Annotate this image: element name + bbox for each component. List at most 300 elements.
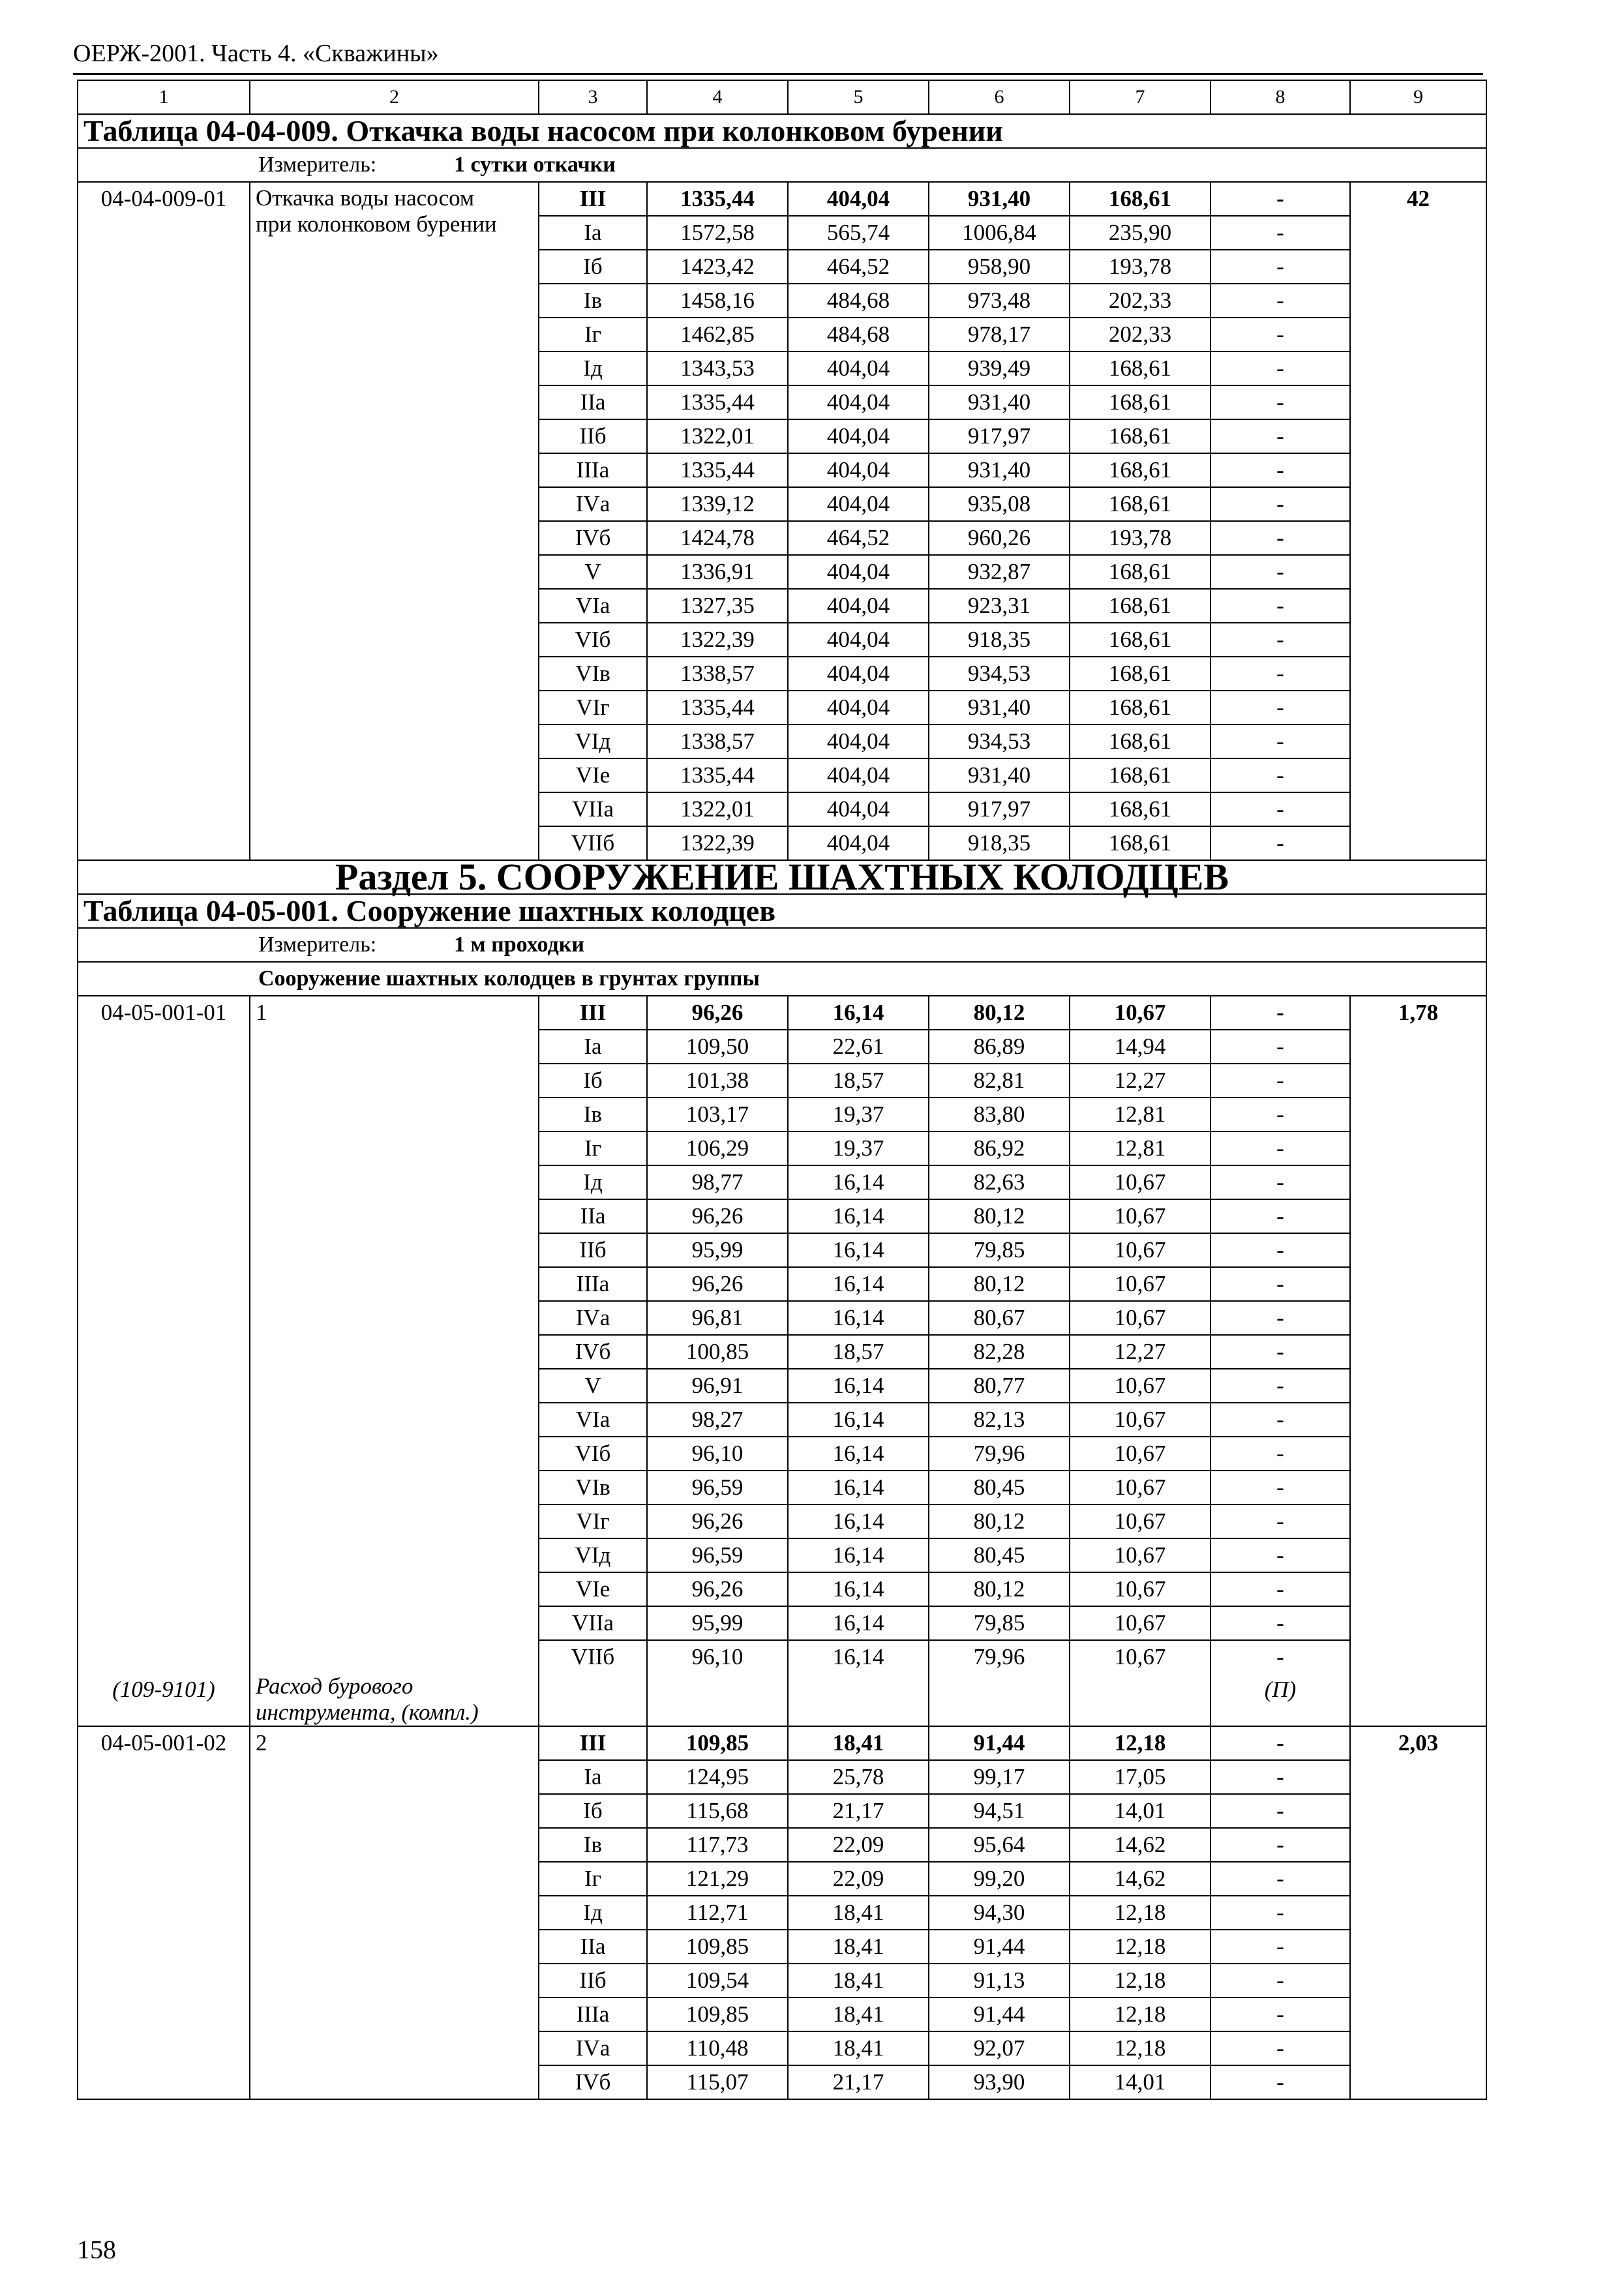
- direct-cost-cell: 1322,01: [647, 792, 788, 826]
- direct-cost-cell: 1327,35: [647, 589, 788, 623]
- labor-cost-cell: 484,68: [788, 284, 929, 318]
- price-table: [77, 80, 1487, 2100]
- soil-group-cell: IVа: [539, 487, 647, 521]
- col9-cell: 42: [1350, 182, 1486, 860]
- materials-cost-cell: -: [1210, 555, 1350, 589]
- machine-cost-cell: 82,81: [929, 1064, 1070, 1098]
- measure-label: Измеритель:: [258, 153, 377, 177]
- direct-cost-cell: 1423,42: [647, 250, 788, 284]
- operator-wage-cell: 12,18: [1070, 1896, 1210, 1930]
- materials-cost-cell: -: [1210, 758, 1350, 792]
- soil-group-cell: Iг: [539, 1862, 647, 1896]
- soil-group-cell: VIд: [539, 1538, 647, 1572]
- materials-cost-cell: -: [1210, 1640, 1350, 1673]
- machine-cost-cell: 95,64: [929, 1828, 1070, 1862]
- labor-cost-cell: 18,41: [788, 1997, 929, 2031]
- operator-wage-cell: 168,61: [1070, 623, 1210, 657]
- labor-cost-cell: 404,04: [788, 623, 929, 657]
- machine-cost-cell: 80,12: [929, 1267, 1070, 1301]
- materials-cost-cell: -: [1210, 623, 1350, 657]
- materials-cost-cell: -: [1210, 216, 1350, 250]
- materials-cost-cell: -: [1210, 1437, 1350, 1471]
- soil-group-cell: VIг: [539, 691, 647, 725]
- labor-cost-cell: 404,04: [788, 758, 929, 792]
- direct-cost-cell: 96,81: [647, 1301, 788, 1335]
- soil-group-cell: VIб: [539, 1437, 647, 1471]
- operator-wage-cell: 168,61: [1070, 589, 1210, 623]
- column-number: 3: [539, 80, 647, 114]
- soil-group-cell: Iв: [539, 1098, 647, 1131]
- resource-unit-cell: (П): [1210, 1673, 1350, 1726]
- materials-cost-cell: -: [1210, 691, 1350, 725]
- machine-cost-cell: 99,20: [929, 1862, 1070, 1896]
- direct-cost-cell: 96,10: [647, 1437, 788, 1471]
- soil-group-cell: IVб: [539, 2065, 647, 2099]
- soil-group-cell: IIб: [539, 419, 647, 453]
- machine-cost-cell: 978,17: [929, 318, 1070, 352]
- measure-row: [78, 928, 1486, 962]
- labor-cost-cell: 21,17: [788, 2065, 929, 2099]
- machine-cost-cell: 923,31: [929, 589, 1070, 623]
- soil-group-cell: VIIа: [539, 1606, 647, 1640]
- soil-group-cell: IIа: [539, 1199, 647, 1233]
- operator-wage-cell: 14,62: [1070, 1862, 1210, 1896]
- labor-cost-cell: 16,14: [788, 1640, 929, 1673]
- table-title: Таблица 04-04-009. Откачка воды насосом при колонковом бурении: [78, 114, 1486, 148]
- operator-wage-cell: 14,94: [1070, 1030, 1210, 1064]
- machine-cost-cell: 931,40: [929, 182, 1070, 216]
- soil-group-cell: Iд: [539, 352, 647, 385]
- machine-cost-cell: 86,92: [929, 1131, 1070, 1165]
- materials-cost-cell: -: [1210, 453, 1350, 487]
- table-title: Таблица 04-05-001. Сооружение шахтных колодцев: [78, 894, 1486, 928]
- materials-cost-cell: -: [1210, 1726, 1350, 1760]
- name-line: Откачка воды насосом: [256, 185, 475, 211]
- direct-cost-cell: 109,85: [647, 1726, 788, 1760]
- operator-wage-cell: 168,61: [1070, 555, 1210, 589]
- labor-cost-cell: 18,41: [788, 1726, 929, 1760]
- materials-cost-cell: -: [1210, 250, 1350, 284]
- operator-wage-cell: 10,67: [1070, 1199, 1210, 1233]
- labor-cost-cell: 404,04: [788, 589, 929, 623]
- operator-wage-cell: 10,67: [1070, 1538, 1210, 1572]
- resource-code-cell: (109-9101): [78, 1673, 250, 1726]
- materials-cost-cell: -: [1210, 1538, 1350, 1572]
- table-title-row: [78, 114, 1486, 148]
- section-title: Раздел 5. СООРУЖЕНИЕ ШАХТНЫХ КОЛОДЦЕВ: [78, 860, 1486, 894]
- materials-cost-cell: -: [1210, 1301, 1350, 1335]
- materials-cost-cell: -: [1210, 1369, 1350, 1403]
- soil-group-cell: VIе: [539, 758, 647, 792]
- materials-cost-cell: -: [1210, 318, 1350, 352]
- resource-name-cell: [250, 1673, 539, 1726]
- materials-cost-cell: -: [1210, 1794, 1350, 1828]
- materials-cost-cell: -: [1210, 1335, 1350, 1369]
- machine-cost-cell: 934,53: [929, 657, 1070, 691]
- direct-cost-cell: 109,54: [647, 1964, 788, 1997]
- operator-wage-cell: 10,67: [1070, 1403, 1210, 1437]
- materials-cost-cell: -: [1210, 996, 1350, 1030]
- resource-name-line: инструмента, (компл.): [256, 1699, 479, 1725]
- materials-cost-cell: -: [1210, 1131, 1350, 1165]
- machine-cost-cell: 931,40: [929, 691, 1070, 725]
- direct-cost-cell: 96,59: [647, 1538, 788, 1572]
- direct-cost-cell: 103,17: [647, 1098, 788, 1131]
- machine-cost-cell: 91,13: [929, 1964, 1070, 1997]
- labor-cost-cell: 19,37: [788, 1098, 929, 1131]
- name-cell: [250, 182, 539, 860]
- soil-group-cell: III: [539, 1726, 647, 1760]
- operator-wage-cell: 168,61: [1070, 352, 1210, 385]
- table-row: [78, 182, 1486, 216]
- soil-group-cell: IVб: [539, 521, 647, 555]
- soil-group-cell: Iд: [539, 1896, 647, 1930]
- operator-wage-cell: 168,61: [1070, 657, 1210, 691]
- direct-cost-cell: 117,73: [647, 1828, 788, 1862]
- direct-cost-cell: 96,26: [647, 1572, 788, 1606]
- materials-cost-cell: -: [1210, 1267, 1350, 1301]
- machine-cost-cell: 80,45: [929, 1471, 1070, 1504]
- group-header-row: [78, 962, 1486, 996]
- operator-wage-cell: 10,67: [1070, 1165, 1210, 1199]
- materials-cost-cell: -: [1210, 1064, 1350, 1098]
- group-header: Сооружение шахтных колодцев в грунтах группы: [78, 962, 1486, 996]
- materials-cost-cell: -: [1210, 2031, 1350, 2065]
- machine-cost-cell: 80,12: [929, 1572, 1070, 1606]
- machine-cost-cell: 82,13: [929, 1403, 1070, 1437]
- empty-cell: [1350, 1673, 1486, 1726]
- machine-cost-cell: 80,45: [929, 1538, 1070, 1572]
- machine-cost-cell: 958,90: [929, 250, 1070, 284]
- soil-group-cell: VIб: [539, 623, 647, 657]
- operator-wage-cell: 12,81: [1070, 1131, 1210, 1165]
- name-cell: 2: [250, 1726, 539, 2099]
- direct-cost-cell: 96,91: [647, 1369, 788, 1403]
- measure-value: 1 сутки откачки: [454, 153, 616, 177]
- running-header: ОЕРЖ-2001. Часть 4. «Скважины»: [73, 40, 439, 67]
- labor-cost-cell: 19,37: [788, 1131, 929, 1165]
- soil-group-cell: V: [539, 1369, 647, 1403]
- table-row: [78, 996, 1486, 1030]
- operator-wage-cell: 193,78: [1070, 521, 1210, 555]
- direct-cost-cell: 1336,91: [647, 555, 788, 589]
- soil-group-cell: IIа: [539, 385, 647, 419]
- column-number: 9: [1350, 80, 1486, 114]
- direct-cost-cell: 1335,44: [647, 691, 788, 725]
- labor-cost-cell: 16,14: [788, 1403, 929, 1437]
- machine-cost-cell: 92,07: [929, 2031, 1070, 2065]
- operator-wage-cell: 168,61: [1070, 487, 1210, 521]
- operator-wage-cell: 12,18: [1070, 1930, 1210, 1964]
- soil-group-cell: VIе: [539, 1572, 647, 1606]
- soil-group-cell: VIа: [539, 589, 647, 623]
- direct-cost-cell: 1338,57: [647, 725, 788, 758]
- direct-cost-cell: 121,29: [647, 1862, 788, 1896]
- direct-cost-cell: 115,68: [647, 1794, 788, 1828]
- direct-cost-cell: 124,95: [647, 1760, 788, 1794]
- direct-cost-cell: 98,77: [647, 1165, 788, 1199]
- soil-group-cell: VIIб: [539, 826, 647, 860]
- direct-cost-cell: 1572,58: [647, 216, 788, 250]
- labor-cost-cell: 22,61: [788, 1030, 929, 1064]
- operator-wage-cell: 10,67: [1070, 1640, 1210, 1673]
- measure-value: 1 м проходки: [454, 933, 584, 957]
- materials-cost-cell: -: [1210, 1572, 1350, 1606]
- direct-cost-cell: 1335,44: [647, 758, 788, 792]
- machine-cost-cell: 94,51: [929, 1794, 1070, 1828]
- labor-cost-cell: 16,14: [788, 996, 929, 1030]
- direct-cost-cell: 1338,57: [647, 657, 788, 691]
- materials-cost-cell: -: [1210, 1030, 1350, 1064]
- labor-cost-cell: 18,41: [788, 1896, 929, 1930]
- machine-cost-cell: 931,40: [929, 758, 1070, 792]
- column-number: 2: [250, 80, 539, 114]
- operator-wage-cell: 235,90: [1070, 216, 1210, 250]
- column-number: 7: [1070, 80, 1210, 114]
- machine-cost-cell: 932,87: [929, 555, 1070, 589]
- direct-cost-cell: 1339,12: [647, 487, 788, 521]
- labor-cost-cell: 18,41: [788, 1964, 929, 1997]
- labor-cost-cell: 22,09: [788, 1828, 929, 1862]
- soil-group-cell: IIIа: [539, 453, 647, 487]
- direct-cost-cell: 1322,39: [647, 623, 788, 657]
- direct-cost-cell: 1424,78: [647, 521, 788, 555]
- materials-cost-cell: -: [1210, 284, 1350, 318]
- labor-cost-cell: 404,04: [788, 385, 929, 419]
- operator-wage-cell: 12,81: [1070, 1098, 1210, 1131]
- soil-group-cell: Iб: [539, 1794, 647, 1828]
- direct-cost-cell: 109,50: [647, 1030, 788, 1064]
- machine-cost-cell: 82,28: [929, 1335, 1070, 1369]
- labor-cost-cell: 464,52: [788, 250, 929, 284]
- soil-group-cell: Iб: [539, 250, 647, 284]
- operator-wage-cell: 168,61: [1070, 385, 1210, 419]
- materials-cost-cell: -: [1210, 521, 1350, 555]
- resource-name-line: Расход бурового: [256, 1673, 414, 1699]
- labor-cost-cell: 18,41: [788, 1930, 929, 1964]
- code-cell: 04-04-009-01: [78, 182, 250, 860]
- direct-cost-cell: 96,26: [647, 1199, 788, 1233]
- soil-group-cell: IVа: [539, 2031, 647, 2065]
- materials-cost-cell: -: [1210, 182, 1350, 216]
- machine-cost-cell: 935,08: [929, 487, 1070, 521]
- soil-group-cell: Iа: [539, 216, 647, 250]
- materials-cost-cell: -: [1210, 1862, 1350, 1896]
- labor-cost-cell: 16,14: [788, 1165, 929, 1199]
- direct-cost-cell: 95,99: [647, 1233, 788, 1267]
- machine-cost-cell: 83,80: [929, 1098, 1070, 1131]
- operator-wage-cell: 10,67: [1070, 1437, 1210, 1471]
- operator-wage-cell: 202,33: [1070, 284, 1210, 318]
- code-cell: 04-05-001-01: [78, 996, 250, 1673]
- direct-cost-cell: 96,59: [647, 1471, 788, 1504]
- direct-cost-cell: 112,71: [647, 1896, 788, 1930]
- materials-cost-cell: -: [1210, 1997, 1350, 2031]
- soil-group-cell: IIб: [539, 1233, 647, 1267]
- operator-wage-cell: 168,61: [1070, 419, 1210, 453]
- machine-cost-cell: 94,30: [929, 1896, 1070, 1930]
- machine-cost-cell: 80,67: [929, 1301, 1070, 1335]
- soil-group-cell: IIIа: [539, 1997, 647, 2031]
- labor-cost-cell: 404,04: [788, 657, 929, 691]
- empty-cell: [539, 1673, 647, 1726]
- labor-cost-cell: 16,14: [788, 1538, 929, 1572]
- labor-cost-cell: 404,04: [788, 487, 929, 521]
- soil-group-cell: III: [539, 182, 647, 216]
- measure-row: [78, 148, 1486, 182]
- column-number: 6: [929, 80, 1070, 114]
- direct-cost-cell: 96,26: [647, 1504, 788, 1538]
- price-table-body: [78, 80, 1486, 2099]
- operator-wage-cell: 10,67: [1070, 996, 1210, 1030]
- direct-cost-cell: 101,38: [647, 1064, 788, 1098]
- column-number: 4: [647, 80, 788, 114]
- labor-cost-cell: 16,14: [788, 1301, 929, 1335]
- operator-wage-cell: 193,78: [1070, 250, 1210, 284]
- direct-cost-cell: 1322,39: [647, 826, 788, 860]
- materials-cost-cell: -: [1210, 2065, 1350, 2099]
- operator-wage-cell: 168,61: [1070, 725, 1210, 758]
- soil-group-cell: IIа: [539, 1930, 647, 1964]
- materials-cost-cell: -: [1210, 1964, 1350, 1997]
- column-number-row: [78, 80, 1486, 114]
- machine-cost-cell: 86,89: [929, 1030, 1070, 1064]
- operator-wage-cell: 12,18: [1070, 1964, 1210, 1997]
- operator-wage-cell: 10,67: [1070, 1233, 1210, 1267]
- direct-cost-cell: 110,48: [647, 2031, 788, 2065]
- labor-cost-cell: 18,57: [788, 1335, 929, 1369]
- soil-group-cell: VIIб: [539, 1640, 647, 1673]
- labor-cost-cell: 25,78: [788, 1760, 929, 1794]
- materials-cost-cell: -: [1210, 725, 1350, 758]
- labor-cost-cell: 404,04: [788, 725, 929, 758]
- operator-wage-cell: 168,61: [1070, 826, 1210, 860]
- direct-cost-cell: 1322,01: [647, 419, 788, 453]
- machine-cost-cell: 918,35: [929, 826, 1070, 860]
- operator-wage-cell: 10,67: [1070, 1504, 1210, 1538]
- machine-cost-cell: 80,77: [929, 1369, 1070, 1403]
- table-title-row: [78, 894, 1486, 928]
- operator-wage-cell: 14,01: [1070, 2065, 1210, 2099]
- section-title-row: [78, 860, 1486, 894]
- machine-cost-cell: 918,35: [929, 623, 1070, 657]
- labor-cost-cell: 404,04: [788, 352, 929, 385]
- soil-group-cell: Iг: [539, 1131, 647, 1165]
- operator-wage-cell: 14,62: [1070, 1828, 1210, 1862]
- machine-cost-cell: 91,44: [929, 1726, 1070, 1760]
- machine-cost-cell: 80,12: [929, 996, 1070, 1030]
- materials-cost-cell: -: [1210, 1760, 1350, 1794]
- materials-cost-cell: -: [1210, 826, 1350, 860]
- direct-cost-cell: 1343,53: [647, 352, 788, 385]
- materials-cost-cell: -: [1210, 657, 1350, 691]
- machine-cost-cell: 79,85: [929, 1233, 1070, 1267]
- direct-cost-cell: 1335,44: [647, 453, 788, 487]
- materials-cost-cell: -: [1210, 487, 1350, 521]
- machine-cost-cell: 80,12: [929, 1504, 1070, 1538]
- column-number: 5: [788, 80, 929, 114]
- labor-cost-cell: 16,14: [788, 1471, 929, 1504]
- materials-cost-cell: -: [1210, 1930, 1350, 1964]
- operator-wage-cell: 168,61: [1070, 453, 1210, 487]
- direct-cost-cell: 96,10: [647, 1640, 788, 1673]
- soil-group-cell: Iв: [539, 1828, 647, 1862]
- operator-wage-cell: 168,61: [1070, 182, 1210, 216]
- soil-group-cell: IVа: [539, 1301, 647, 1335]
- labor-cost-cell: 21,17: [788, 1794, 929, 1828]
- labor-cost-cell: 484,68: [788, 318, 929, 352]
- page-number: 158: [77, 2235, 116, 2264]
- materials-cost-cell: -: [1210, 1828, 1350, 1862]
- col9-cell: 1,78: [1350, 996, 1486, 1673]
- machine-cost-cell: 931,40: [929, 453, 1070, 487]
- direct-cost-cell: 100,85: [647, 1335, 788, 1369]
- labor-cost-cell: 404,04: [788, 792, 929, 826]
- operator-wage-cell: 12,18: [1070, 2031, 1210, 2065]
- materials-cost-cell: -: [1210, 352, 1350, 385]
- soil-group-cell: VIг: [539, 1504, 647, 1538]
- operator-wage-cell: 168,61: [1070, 792, 1210, 826]
- machine-cost-cell: 917,97: [929, 419, 1070, 453]
- measure-row: [78, 928, 1486, 962]
- soil-group-cell: IVб: [539, 1335, 647, 1369]
- resource-row: [78, 1673, 1486, 1726]
- direct-cost-cell: 1335,44: [647, 182, 788, 216]
- table-row: [78, 1726, 1486, 1760]
- operator-wage-cell: 10,67: [1070, 1369, 1210, 1403]
- labor-cost-cell: 16,14: [788, 1504, 929, 1538]
- direct-cost-cell: 95,99: [647, 1606, 788, 1640]
- labor-cost-cell: 404,04: [788, 555, 929, 589]
- direct-cost-cell: 96,26: [647, 1267, 788, 1301]
- operator-wage-cell: 17,05: [1070, 1760, 1210, 1794]
- operator-wage-cell: 168,61: [1070, 691, 1210, 725]
- operator-wage-cell: 202,33: [1070, 318, 1210, 352]
- operator-wage-cell: 12,18: [1070, 1997, 1210, 2031]
- direct-cost-cell: 115,07: [647, 2065, 788, 2099]
- column-number: 8: [1210, 80, 1350, 114]
- direct-cost-cell: 1458,16: [647, 284, 788, 318]
- machine-cost-cell: 973,48: [929, 284, 1070, 318]
- operator-wage-cell: 12,18: [1070, 1726, 1210, 1760]
- direct-cost-cell: 106,29: [647, 1131, 788, 1165]
- machine-cost-cell: 79,96: [929, 1640, 1070, 1673]
- labor-cost-cell: 16,14: [788, 1369, 929, 1403]
- labor-cost-cell: 16,14: [788, 1233, 929, 1267]
- labor-cost-cell: 16,14: [788, 1199, 929, 1233]
- soil-group-cell: VIIа: [539, 792, 647, 826]
- col9-cell: 2,03: [1350, 1726, 1486, 2099]
- machine-cost-cell: 934,53: [929, 725, 1070, 758]
- operator-wage-cell: 10,67: [1070, 1301, 1210, 1335]
- operator-wage-cell: 10,67: [1070, 1471, 1210, 1504]
- soil-group-cell: Iг: [539, 318, 647, 352]
- direct-cost-cell: 1335,44: [647, 385, 788, 419]
- operator-wage-cell: 14,01: [1070, 1794, 1210, 1828]
- materials-cost-cell: -: [1210, 792, 1350, 826]
- materials-cost-cell: -: [1210, 1165, 1350, 1199]
- direct-cost-cell: 109,85: [647, 1997, 788, 2031]
- labor-cost-cell: 404,04: [788, 419, 929, 453]
- soil-group-cell: Iб: [539, 1064, 647, 1098]
- soil-group-cell: Iв: [539, 284, 647, 318]
- labor-cost-cell: 16,14: [788, 1437, 929, 1471]
- measure-label: Измеритель:: [258, 933, 377, 957]
- empty-cell: [1070, 1673, 1210, 1726]
- materials-cost-cell: -: [1210, 589, 1350, 623]
- machine-cost-cell: 99,17: [929, 1760, 1070, 1794]
- materials-cost-cell: -: [1210, 1233, 1350, 1267]
